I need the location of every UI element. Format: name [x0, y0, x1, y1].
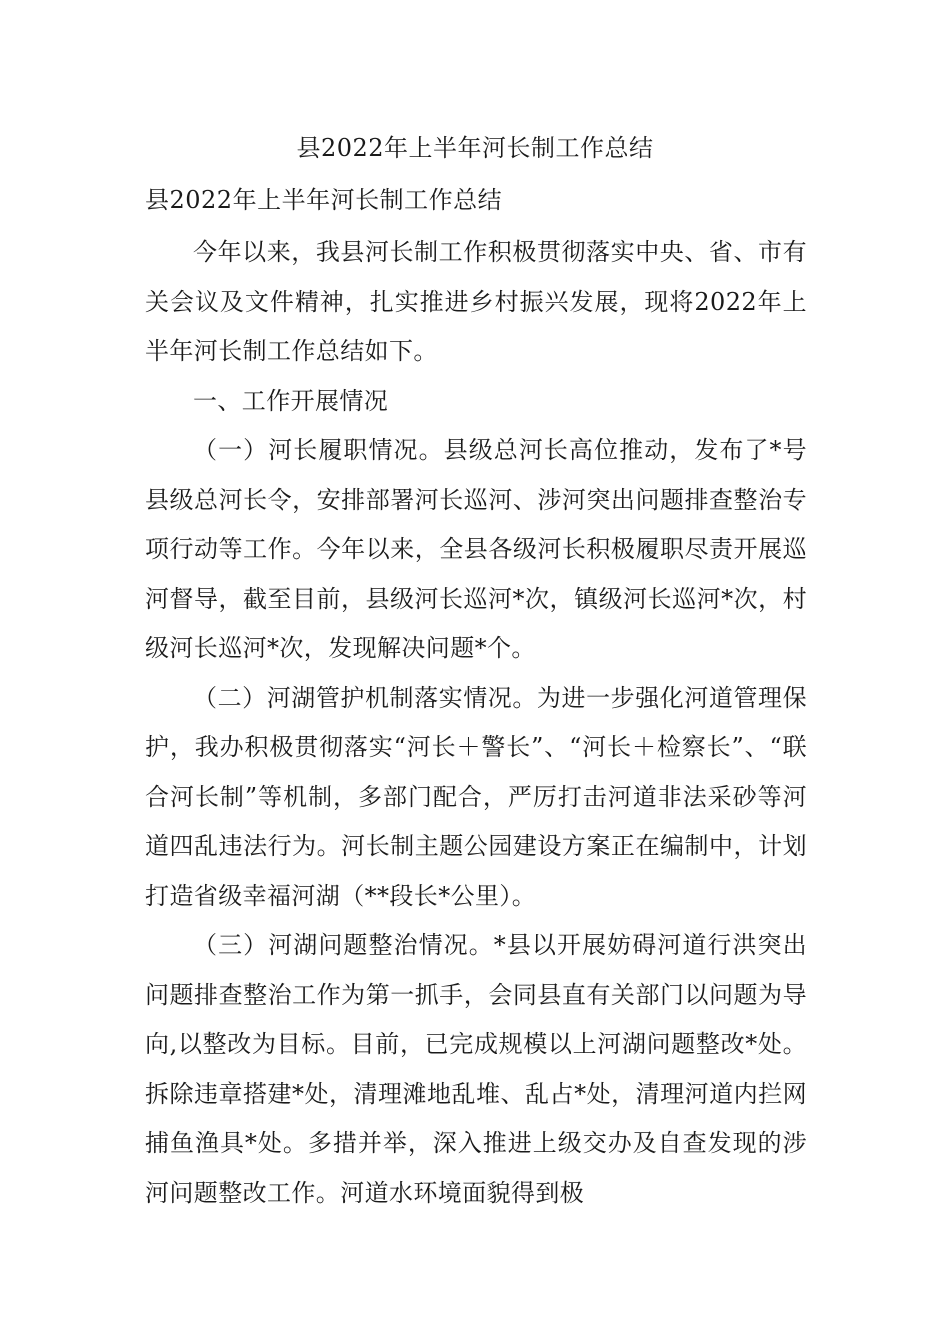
document-body — [145, 228, 807, 1218]
document-subtitle: 县2022年上半年河长制工作总结 — [145, 186, 503, 214]
section-heading: 一、工作开展情况 — [193, 386, 389, 415]
document-title: 县2022年上半年河长制工作总结 — [296, 134, 654, 162]
intro-paragraph: 今年以来，我县河长制工作积极贯彻落实中央、省、市有关会议及文件精神，扎实推进乡村振兴发展，现将2022年上半年河长制工作总结如下。 — [145, 238, 807, 365]
paragraph-management-mechanism: （二）河湖管护机制落实情况。为进一步强化河道管理保护，我办积极贯彻落实“河长＋警长”、“河长＋检察长”、“联合河长制”等机制，多部门配合，严厉打击河道非法采砂等河道四乱违法行为。河长制主题公园建设方案正在编制中，计划打造省级幸福河湖（**段长*公里）。 — [145, 683, 807, 910]
paragraph-river-chief-duties: （一）河长履职情况。县级总河长高位推动，发布了*号县级总河长令，安排部署河长巡河、涉河突出问题排查整治专项行动等工作。今年以来，全县各级河长积极履职尽责开展巡河督导，截至目前，县级河长巡河*次，镇级河长巡河*次，村级河长巡河*次，发现解决问题*个。 — [145, 436, 807, 662]
paragraph-problem-rectification: （三）河湖问题整治情况。*县以开展妨碍河道行洪突出问题排查整治工作为第一抓手，会同县直有关部门以问题为导向,以整改为目标。目前，已完成规模以上河湖问题整改*处。拆除违章搭建*处，清理滩地乱堆、乱占*处，清理河道内拦网捕鱼渔具*处。多措并举，深入推进上级交办及自查发现的涉河问题整改工作。河道水环境面貌得到极 — [145, 931, 807, 1207]
